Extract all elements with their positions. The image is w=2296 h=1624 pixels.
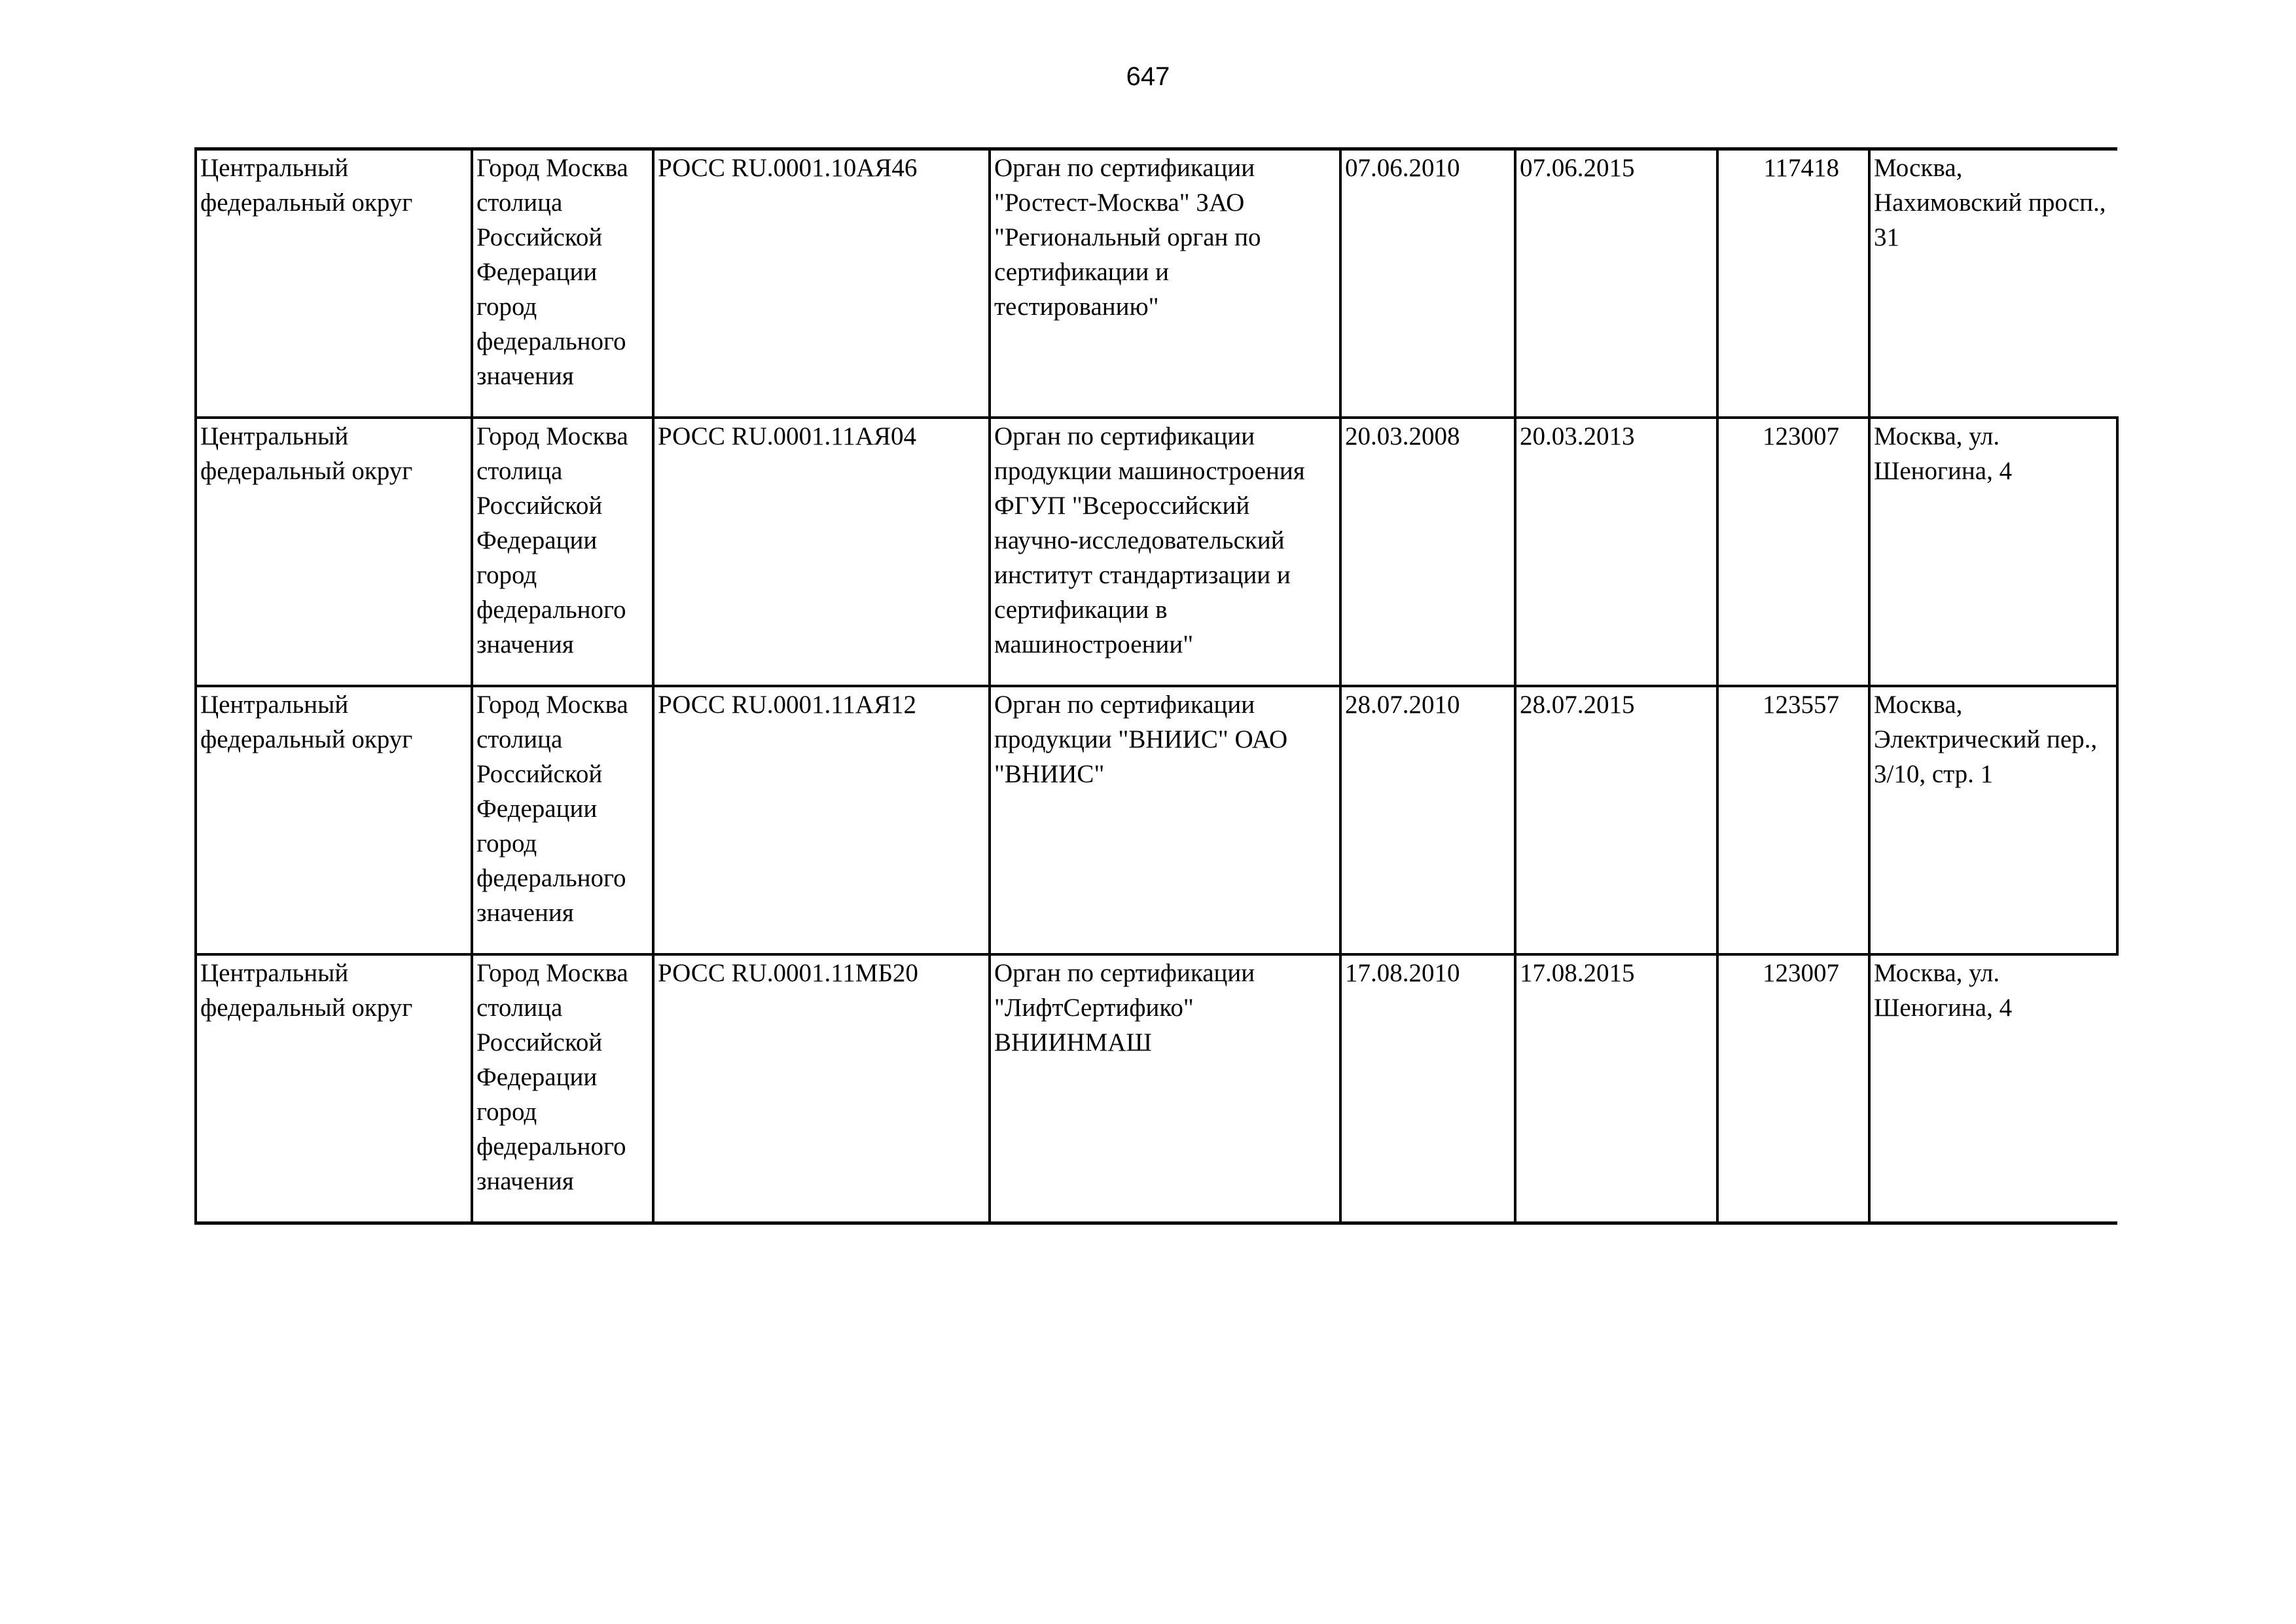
district-cell: Центральный федеральный округ (196, 686, 472, 954)
organization-cell: Орган по сертификации продукции "ВНИИС" ОАО "ВНИИС" (990, 686, 1340, 954)
date-from-cell: 20.03.2008 (1340, 418, 1515, 686)
date-from-cell: 07.06.2010 (1340, 149, 1515, 418)
registration-number-cell: РОСС RU.0001.11АЯ12 (653, 686, 990, 954)
postal-index-cell: 123557 (1717, 686, 1869, 954)
district-cell: Центральный федеральный округ (196, 149, 472, 418)
registration-number-cell: РОСС RU.0001.10АЯ46 (653, 149, 990, 418)
region-cell: Город Москва столица Российской Федерации город федерального значения (472, 149, 653, 418)
address-cell: Москва, ул. Шеногина, 4 (1869, 418, 2117, 686)
table-row (196, 954, 2117, 1223)
registration-number-cell: РОСС RU.0001.11АЯ04 (653, 418, 990, 686)
date-to-cell: 17.08.2015 (1515, 954, 1717, 1223)
certification-registry-table (194, 147, 2119, 1225)
postal-index-cell: 123007 (1717, 418, 1869, 686)
region-cell: Город Москва столица Российской Федерации город федерального значения (472, 686, 653, 954)
date-to-cell: 07.06.2015 (1515, 149, 1717, 418)
organization-cell: Орган по сертификации "Ростест-Москва" ЗАО "Региональный орган по сертификации и тестированию" (990, 149, 1340, 418)
date-to-cell: 20.03.2013 (1515, 418, 1717, 686)
postal-index-cell: 117418 (1717, 149, 1869, 418)
date-from-cell: 17.08.2010 (1340, 954, 1515, 1223)
district-cell: Центральный федеральный округ (196, 954, 472, 1223)
table-row (196, 418, 2117, 686)
organization-cell: Орган по сертификации продукции машиностроения ФГУП "Всероссийский научно-исследовательский институт стандартизации и сертификации в машиностроении" (990, 418, 1340, 686)
district-cell: Центральный федеральный округ (196, 418, 472, 686)
address-cell: Москва, Электрический пер., 3/10, стр. 1 (1869, 686, 2117, 954)
table-row (196, 686, 2117, 954)
region-cell: Город Москва столица Российской Федерации город федерального значения (472, 418, 653, 686)
date-from-cell: 28.07.2010 (1340, 686, 1515, 954)
postal-index-cell: 123007 (1717, 954, 1869, 1223)
table-row (196, 149, 2117, 418)
organization-cell: Орган по сертификации "ЛифтСертифико" ВНИИНМАШ (990, 954, 1340, 1223)
region-cell: Город Москва столица Российской Федерации город федерального значения (472, 954, 653, 1223)
date-to-cell: 28.07.2015 (1515, 686, 1717, 954)
page-number: 647 (1126, 62, 1170, 91)
address-cell: Москва, Нахимовский просп., 31 (1869, 149, 2117, 418)
registration-number-cell: РОСС RU.0001.11МБ20 (653, 954, 990, 1223)
address-cell: Москва, ул. Шеногина, 4 (1869, 954, 2117, 1223)
